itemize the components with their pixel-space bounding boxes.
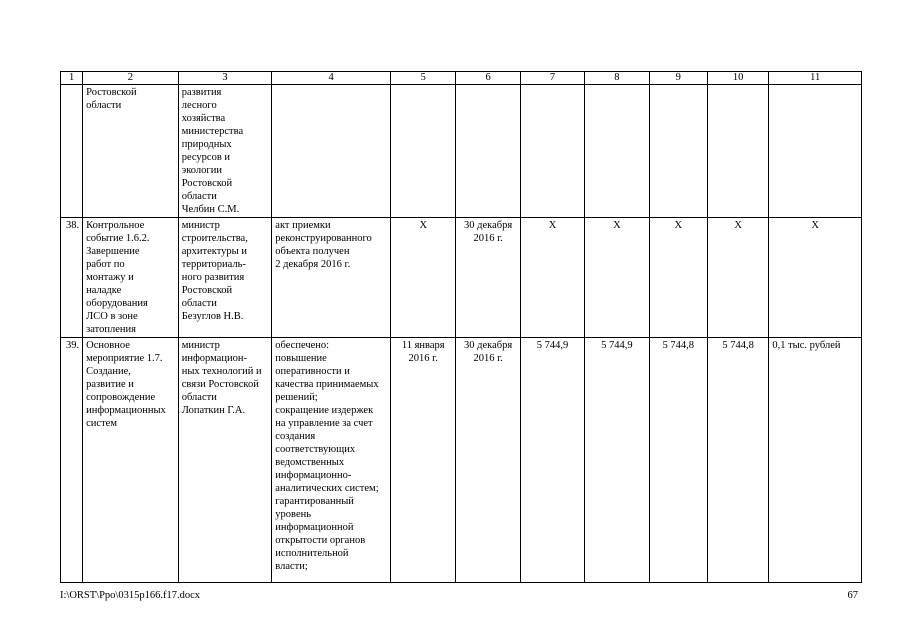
value-cell: X bbox=[769, 218, 862, 338]
table-row bbox=[61, 85, 862, 218]
event-cell: Контрольное событие 1.6.2. Завершение работ по монтажу и наладке оборудования ЛСО в зоне затопления bbox=[83, 218, 179, 338]
end-date-cell bbox=[456, 85, 520, 218]
value-cell: X bbox=[585, 218, 649, 338]
header-cell: 1 bbox=[61, 72, 83, 85]
header-cell: 9 bbox=[649, 72, 707, 85]
value-cell bbox=[520, 85, 584, 218]
row-number: 39. bbox=[61, 338, 83, 583]
value-cell: 0,1 тыс. рублей bbox=[769, 338, 862, 583]
value-cell: 5 744,8 bbox=[707, 338, 768, 583]
document-table bbox=[60, 71, 862, 583]
value-cell: X bbox=[649, 218, 707, 338]
table-row bbox=[61, 218, 862, 338]
end-date-cell: 30 декабря 2016 г. bbox=[456, 338, 520, 583]
responsible-cell: министр строительства, архитектуры и территориаль- ного развития Ростовской области Безуглов Н.В. bbox=[178, 218, 272, 338]
result-cell bbox=[272, 85, 391, 218]
row-number bbox=[61, 85, 83, 218]
row-number: 38. bbox=[61, 218, 83, 338]
header-cell: 11 bbox=[769, 72, 862, 85]
header-cell: 6 bbox=[456, 72, 520, 85]
result-cell: акт приемки реконструированного объекта получен 2 декабря 2016 г. bbox=[272, 218, 391, 338]
start-date-cell: X bbox=[391, 218, 456, 338]
header-cell: 8 bbox=[585, 72, 649, 85]
event-cell: Ростовской области bbox=[83, 85, 179, 218]
header-cell: 7 bbox=[520, 72, 584, 85]
value-cell: X bbox=[520, 218, 584, 338]
start-date-cell bbox=[391, 85, 456, 218]
value-cell bbox=[769, 85, 862, 218]
responsible-cell: развития лесного хозяйства министерства природных ресурсов и экологии Ростовской области Челбин С.М. bbox=[178, 85, 272, 218]
header-cell: 4 bbox=[272, 72, 391, 85]
value-cell bbox=[649, 85, 707, 218]
end-date-cell: 30 декабря 2016 г. bbox=[456, 218, 520, 338]
header-cell: 3 bbox=[178, 72, 272, 85]
value-cell: 5 744,8 bbox=[649, 338, 707, 583]
table-row bbox=[61, 338, 862, 583]
header-cell: 2 bbox=[83, 72, 179, 85]
value-cell: X bbox=[707, 218, 768, 338]
value-cell: 5 744,9 bbox=[520, 338, 584, 583]
value-cell: 5 744,9 bbox=[585, 338, 649, 583]
value-cell bbox=[585, 85, 649, 218]
page-number: 67 bbox=[847, 590, 858, 601]
value-cell bbox=[707, 85, 768, 218]
result-cell: обеспечено: повышение оперативности и качества принимаемых решений; сокращение издержек на управление за счет создания соответствующих ведомственных информационно- аналитических систем; гарантированный уровень информационной открытости органов исполнительной власти; bbox=[272, 338, 391, 583]
header-row bbox=[61, 72, 862, 85]
responsible-cell: министр информацион- ных технологий и связи Ростовской области Лопаткин Г.А. bbox=[178, 338, 272, 583]
start-date-cell: 11 января 2016 г. bbox=[391, 338, 456, 583]
event-cell: Основное мероприятие 1.7. Создание, развитие и сопровождение информационных систем bbox=[83, 338, 179, 583]
footer-file-path: I:\ORST\Ppo\0315p166.f17.docx bbox=[60, 590, 201, 601]
header-cell: 5 bbox=[391, 72, 456, 85]
header-cell: 10 bbox=[707, 72, 768, 85]
